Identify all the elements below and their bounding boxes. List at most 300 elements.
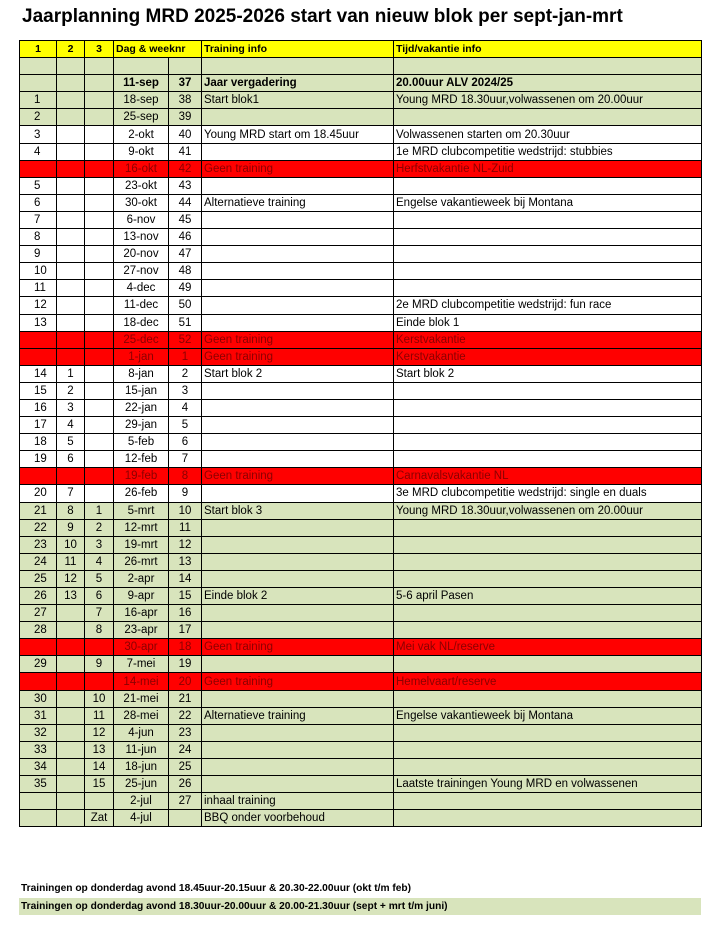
cell-col-3: 3 — [85, 536, 114, 553]
cell-col-1: 34 — [20, 758, 57, 775]
cell-col-2 — [57, 75, 85, 92]
footer-note-winter: Trainingen op donderdag avond 18.45uur-20.15uur & 20.30-22.00uur (okt t/m feb) — [19, 880, 701, 897]
cell-col-3 — [85, 468, 114, 485]
cell-col-1 — [20, 75, 57, 92]
cell-training-info — [202, 109, 394, 126]
table-row — [20, 58, 702, 75]
cell-col-2 — [57, 707, 85, 724]
table-row — [20, 707, 702, 724]
cell-week-number: 51 — [169, 314, 202, 331]
cell-col-1: 20 — [20, 485, 57, 502]
cell-col-1: 13 — [20, 314, 57, 331]
cell-col-1: 25 — [20, 570, 57, 587]
cell-week-number: 24 — [169, 741, 202, 758]
cell-col-2: 2 — [57, 382, 85, 399]
cell-week-number: 9 — [169, 485, 202, 502]
cell-time-info — [394, 246, 702, 263]
cell-week-number: 1 — [169, 348, 202, 365]
header-time-info: Tijd/vakantie info — [394, 41, 702, 58]
table-row — [20, 382, 702, 399]
cell-date — [114, 58, 169, 75]
cell-col-1: 24 — [20, 553, 57, 570]
cell-col-2 — [57, 656, 85, 673]
cell-week-number: 27 — [169, 793, 202, 810]
cell-time-info — [394, 622, 702, 639]
table-row — [20, 365, 702, 382]
cell-date: 4-jun — [114, 724, 169, 741]
cell-date: 11-dec — [114, 297, 169, 314]
cell-col-3 — [85, 246, 114, 263]
cell-time-info: Kerstvakantie — [394, 348, 702, 365]
cell-col-2 — [57, 58, 85, 75]
cell-training-info: BBQ onder voorbehoud — [202, 810, 394, 827]
cell-time-info — [394, 536, 702, 553]
cell-date: 4-dec — [114, 280, 169, 297]
cell-col-1: 30 — [20, 690, 57, 707]
cell-time-info: Hemelvaart/reserve — [394, 673, 702, 690]
cell-col-2: 8 — [57, 502, 85, 519]
cell-week-number: 50 — [169, 297, 202, 314]
cell-col-1: 9 — [20, 246, 57, 263]
cell-training-info — [202, 605, 394, 622]
cell-col-3: 7 — [85, 605, 114, 622]
cell-date: 28-mei — [114, 707, 169, 724]
cell-col-3 — [85, 399, 114, 416]
cell-col-2 — [57, 348, 85, 365]
cell-col-2: 13 — [57, 588, 85, 605]
table-row — [20, 690, 702, 707]
cell-col-1: 23 — [20, 536, 57, 553]
table-row — [20, 297, 702, 314]
header-training-info: Training info — [202, 41, 394, 58]
cell-time-info — [394, 570, 702, 587]
footer-note-summer: Trainingen op donderdag avond 18.30uur-20.00uur & 20.00-21.30uur (sept + mrt t/m juni) — [19, 898, 701, 915]
cell-week-number: 3 — [169, 382, 202, 399]
cell-col-2 — [57, 92, 85, 109]
cell-col-3 — [85, 177, 114, 194]
table-row — [20, 485, 702, 502]
table-row — [20, 656, 702, 673]
cell-col-1: 33 — [20, 741, 57, 758]
cell-col-2 — [57, 160, 85, 177]
cell-col-1: 11 — [20, 280, 57, 297]
table-row — [20, 793, 702, 810]
cell-date: 5-feb — [114, 434, 169, 451]
cell-col-2 — [57, 690, 85, 707]
cell-col-2 — [57, 177, 85, 194]
cell-col-3: 2 — [85, 519, 114, 536]
cell-col-3: 6 — [85, 588, 114, 605]
cell-date: 15-jan — [114, 382, 169, 399]
cell-training-info — [202, 451, 394, 468]
cell-time-info — [394, 417, 702, 434]
cell-col-2 — [57, 331, 85, 348]
cell-col-1: 12 — [20, 297, 57, 314]
cell-week-number: 18 — [169, 639, 202, 656]
cell-date: 2-jul — [114, 793, 169, 810]
cell-col-3: Zat — [85, 810, 114, 827]
cell-training-info: inhaal training — [202, 793, 394, 810]
no-training-row — [20, 673, 702, 690]
cell-training-info: Alternatieve training — [202, 194, 394, 211]
cell-week-number: 14 — [169, 570, 202, 587]
cell-col-1: 5 — [20, 177, 57, 194]
cell-col-3 — [85, 280, 114, 297]
cell-col-3 — [85, 382, 114, 399]
cell-training-info — [202, 229, 394, 246]
cell-week-number: 20 — [169, 673, 202, 690]
cell-col-1: 31 — [20, 707, 57, 724]
cell-date: 29-jan — [114, 417, 169, 434]
cell-col-3 — [85, 673, 114, 690]
table-row — [20, 143, 702, 160]
cell-col-3 — [85, 314, 114, 331]
cell-training-info: Start blok 2 — [202, 365, 394, 382]
cell-date: 5-mrt — [114, 502, 169, 519]
cell-training-info — [202, 519, 394, 536]
cell-week-number: 10 — [169, 502, 202, 519]
cell-col-1: 18 — [20, 434, 57, 451]
cell-col-2: 1 — [57, 365, 85, 382]
cell-training-info — [202, 382, 394, 399]
cell-time-info — [394, 690, 702, 707]
cell-col-2 — [57, 468, 85, 485]
cell-col-2 — [57, 126, 85, 143]
cell-date: 18-sep — [114, 92, 169, 109]
cell-training-info: Young MRD start om 18.45uur — [202, 126, 394, 143]
cell-date: 18-dec — [114, 314, 169, 331]
cell-time-info — [394, 229, 702, 246]
cell-week-number: 46 — [169, 229, 202, 246]
cell-time-info: 2e MRD clubcompetitie wedstrijd: fun race — [394, 297, 702, 314]
cell-col-3 — [85, 211, 114, 228]
cell-col-3: 8 — [85, 622, 114, 639]
cell-col-3: 13 — [85, 741, 114, 758]
cell-training-info: Geen training — [202, 348, 394, 365]
page-title: Jaarplanning MRD 2025-2026 start van nieuw blok per sept-jan-mrt — [22, 6, 623, 27]
cell-week-number: 49 — [169, 280, 202, 297]
cell-col-1: 3 — [20, 126, 57, 143]
cell-col-1 — [20, 331, 57, 348]
cell-col-1: 35 — [20, 776, 57, 793]
cell-col-2 — [57, 314, 85, 331]
cell-col-1: 21 — [20, 502, 57, 519]
cell-col-2 — [57, 673, 85, 690]
cell-training-info — [202, 177, 394, 194]
table-row — [20, 399, 702, 416]
cell-date: 12-feb — [114, 451, 169, 468]
cell-week-number: 7 — [169, 451, 202, 468]
cell-col-3 — [85, 485, 114, 502]
table-row — [20, 246, 702, 263]
cell-week-number: 39 — [169, 109, 202, 126]
cell-col-3 — [85, 348, 114, 365]
cell-date: 25-jun — [114, 776, 169, 793]
cell-col-1: 10 — [20, 263, 57, 280]
cell-date: 18-jun — [114, 758, 169, 775]
cell-date: 11-sep — [114, 75, 169, 92]
cell-col-2 — [57, 194, 85, 211]
cell-col-2 — [57, 229, 85, 246]
no-training-row — [20, 160, 702, 177]
cell-date: 14-mei — [114, 673, 169, 690]
cell-week-number: 40 — [169, 126, 202, 143]
cell-training-info: Geen training — [202, 673, 394, 690]
cell-col-1 — [20, 468, 57, 485]
cell-week-number: 5 — [169, 417, 202, 434]
cell-col-3: 5 — [85, 570, 114, 587]
cell-training-info — [202, 485, 394, 502]
cell-col-3 — [85, 160, 114, 177]
cell-col-3 — [85, 365, 114, 382]
cell-col-2 — [57, 639, 85, 656]
cell-col-2: 3 — [57, 399, 85, 416]
cell-col-3 — [85, 434, 114, 451]
table-row — [20, 177, 702, 194]
cell-col-3 — [85, 75, 114, 92]
cell-date: 25-dec — [114, 331, 169, 348]
cell-time-info — [394, 605, 702, 622]
cell-date: 4-jul — [114, 810, 169, 827]
cell-time-info: Einde blok 1 — [394, 314, 702, 331]
table-row — [20, 519, 702, 536]
cell-date: 20-nov — [114, 246, 169, 263]
cell-col-3 — [85, 451, 114, 468]
table-row — [20, 810, 702, 827]
cell-training-info — [202, 724, 394, 741]
cell-training-info — [202, 417, 394, 434]
header-row — [20, 41, 702, 58]
cell-training-info — [202, 399, 394, 416]
cell-col-3 — [85, 793, 114, 810]
no-training-row — [20, 331, 702, 348]
cell-date: 9-apr — [114, 588, 169, 605]
cell-col-3 — [85, 194, 114, 211]
cell-training-info — [202, 58, 394, 75]
cell-col-1: 4 — [20, 143, 57, 160]
cell-date: 13-nov — [114, 229, 169, 246]
cell-col-1 — [20, 639, 57, 656]
cell-week-number: 23 — [169, 724, 202, 741]
cell-training-info: Geen training — [202, 468, 394, 485]
table-row — [20, 605, 702, 622]
cell-date: 6-nov — [114, 211, 169, 228]
cell-col-1 — [20, 810, 57, 827]
cell-date: 16-okt — [114, 160, 169, 177]
table-row — [20, 417, 702, 434]
cell-col-2 — [57, 793, 85, 810]
cell-col-3: 11 — [85, 707, 114, 724]
cell-col-2 — [57, 758, 85, 775]
cell-training-info — [202, 656, 394, 673]
cell-col-1 — [20, 160, 57, 177]
cell-col-2 — [57, 143, 85, 160]
cell-col-3 — [85, 297, 114, 314]
cell-col-2 — [57, 280, 85, 297]
cell-time-info: 20.00uur ALV 2024/25 — [394, 75, 702, 92]
cell-col-1: 29 — [20, 656, 57, 673]
cell-col-1: 8 — [20, 229, 57, 246]
cell-week-number: 6 — [169, 434, 202, 451]
cell-training-info — [202, 690, 394, 707]
cell-week-number: 47 — [169, 246, 202, 263]
no-training-row — [20, 639, 702, 656]
cell-col-2 — [57, 211, 85, 228]
cell-time-info — [394, 656, 702, 673]
cell-col-1: 32 — [20, 724, 57, 741]
cell-col-2 — [57, 246, 85, 263]
cell-col-1: 16 — [20, 399, 57, 416]
cell-date: 9-okt — [114, 143, 169, 160]
cell-col-1: 15 — [20, 382, 57, 399]
cell-date: 26-mrt — [114, 553, 169, 570]
cell-col-2 — [57, 776, 85, 793]
cell-time-info — [394, 724, 702, 741]
cell-date: 25-sep — [114, 109, 169, 126]
table-row — [20, 758, 702, 775]
cell-col-2: 4 — [57, 417, 85, 434]
cell-col-1: 22 — [20, 519, 57, 536]
no-training-row — [20, 348, 702, 365]
cell-time-info — [394, 280, 702, 297]
cell-col-1 — [20, 673, 57, 690]
table-row — [20, 622, 702, 639]
cell-col-2: 9 — [57, 519, 85, 536]
cell-time-info — [394, 399, 702, 416]
cell-training-info: Geen training — [202, 639, 394, 656]
header-col-2: 2 — [57, 41, 85, 58]
cell-week-number: 2 — [169, 365, 202, 382]
cell-col-1 — [20, 793, 57, 810]
cell-week-number: 26 — [169, 776, 202, 793]
cell-week-number: 8 — [169, 468, 202, 485]
cell-time-info — [394, 211, 702, 228]
cell-date: 1-jan — [114, 348, 169, 365]
cell-col-3 — [85, 143, 114, 160]
cell-time-info — [394, 553, 702, 570]
cell-training-info — [202, 297, 394, 314]
cell-time-info: 5-6 april Pasen — [394, 588, 702, 605]
cell-week-number: 43 — [169, 177, 202, 194]
cell-time-info — [394, 810, 702, 827]
cell-date: 8-jan — [114, 365, 169, 382]
cell-col-2 — [57, 622, 85, 639]
table-row — [20, 194, 702, 211]
cell-week-number: 21 — [169, 690, 202, 707]
cell-time-info — [394, 741, 702, 758]
planning-table-body — [20, 41, 702, 827]
table-row — [20, 211, 702, 228]
cell-time-info: 3e MRD clubcompetitie wedstrijd: single en duals — [394, 485, 702, 502]
cell-col-2 — [57, 263, 85, 280]
cell-week-number: 42 — [169, 160, 202, 177]
cell-col-3: 12 — [85, 724, 114, 741]
cell-time-info: Engelse vakantieweek bij Montana — [394, 194, 702, 211]
cell-date: 22-jan — [114, 399, 169, 416]
table-row — [20, 434, 702, 451]
cell-col-2: 11 — [57, 553, 85, 570]
table-row — [20, 776, 702, 793]
cell-col-3: 9 — [85, 656, 114, 673]
cell-week-number: 17 — [169, 622, 202, 639]
cell-week-number — [169, 810, 202, 827]
cell-col-1: 19 — [20, 451, 57, 468]
cell-week-number: 13 — [169, 553, 202, 570]
cell-time-info — [394, 177, 702, 194]
cell-training-info — [202, 741, 394, 758]
cell-col-3: 4 — [85, 553, 114, 570]
cell-training-info — [202, 776, 394, 793]
header-col-1: 1 — [20, 41, 57, 58]
cell-time-info: Young MRD 18.30uur,volwassenen om 20.00uur — [394, 502, 702, 519]
table-row — [20, 126, 702, 143]
no-training-row — [20, 468, 702, 485]
table-row — [20, 314, 702, 331]
cell-time-info: Volwassenen starten om 20.30uur — [394, 126, 702, 143]
cell-training-info — [202, 758, 394, 775]
cell-week-number — [169, 58, 202, 75]
cell-date: 30-apr — [114, 639, 169, 656]
cell-training-info: Start blok 3 — [202, 502, 394, 519]
table-row — [20, 570, 702, 587]
cell-col-1: 17 — [20, 417, 57, 434]
cell-date: 12-mrt — [114, 519, 169, 536]
cell-training-info — [202, 280, 394, 297]
cell-col-3 — [85, 109, 114, 126]
cell-time-info: Kerstvakantie — [394, 331, 702, 348]
cell-time-info: 1e MRD clubcompetitie wedstrijd: stubbies — [394, 143, 702, 160]
cell-training-info: Geen training — [202, 160, 394, 177]
cell-week-number: 37 — [169, 75, 202, 92]
cell-training-info — [202, 622, 394, 639]
cell-col-3 — [85, 263, 114, 280]
table-row — [20, 109, 702, 126]
cell-col-1: 7 — [20, 211, 57, 228]
cell-col-2 — [57, 297, 85, 314]
cell-training-info — [202, 553, 394, 570]
cell-col-2: 12 — [57, 570, 85, 587]
cell-training-info — [202, 143, 394, 160]
cell-date: 26-feb — [114, 485, 169, 502]
cell-date: 11-jun — [114, 741, 169, 758]
cell-col-3 — [85, 92, 114, 109]
table-row — [20, 502, 702, 519]
cell-col-2 — [57, 109, 85, 126]
cell-week-number: 52 — [169, 331, 202, 348]
cell-col-3 — [85, 331, 114, 348]
table-row — [20, 92, 702, 109]
cell-col-2: 6 — [57, 451, 85, 468]
cell-col-1: 28 — [20, 622, 57, 639]
cell-col-3 — [85, 639, 114, 656]
table-row — [20, 75, 702, 92]
cell-col-3 — [85, 126, 114, 143]
cell-col-3 — [85, 58, 114, 75]
cell-time-info: Laatste trainingen Young MRD en volwassenen — [394, 776, 702, 793]
table-row — [20, 588, 702, 605]
cell-training-info — [202, 314, 394, 331]
cell-col-1: 26 — [20, 588, 57, 605]
table-row — [20, 229, 702, 246]
cell-training-info — [202, 570, 394, 587]
cell-training-info: Geen training — [202, 331, 394, 348]
cell-week-number: 12 — [169, 536, 202, 553]
cell-week-number: 48 — [169, 263, 202, 280]
cell-col-1: 14 — [20, 365, 57, 382]
cell-col-2 — [57, 605, 85, 622]
cell-week-number: 16 — [169, 605, 202, 622]
cell-col-2 — [57, 810, 85, 827]
